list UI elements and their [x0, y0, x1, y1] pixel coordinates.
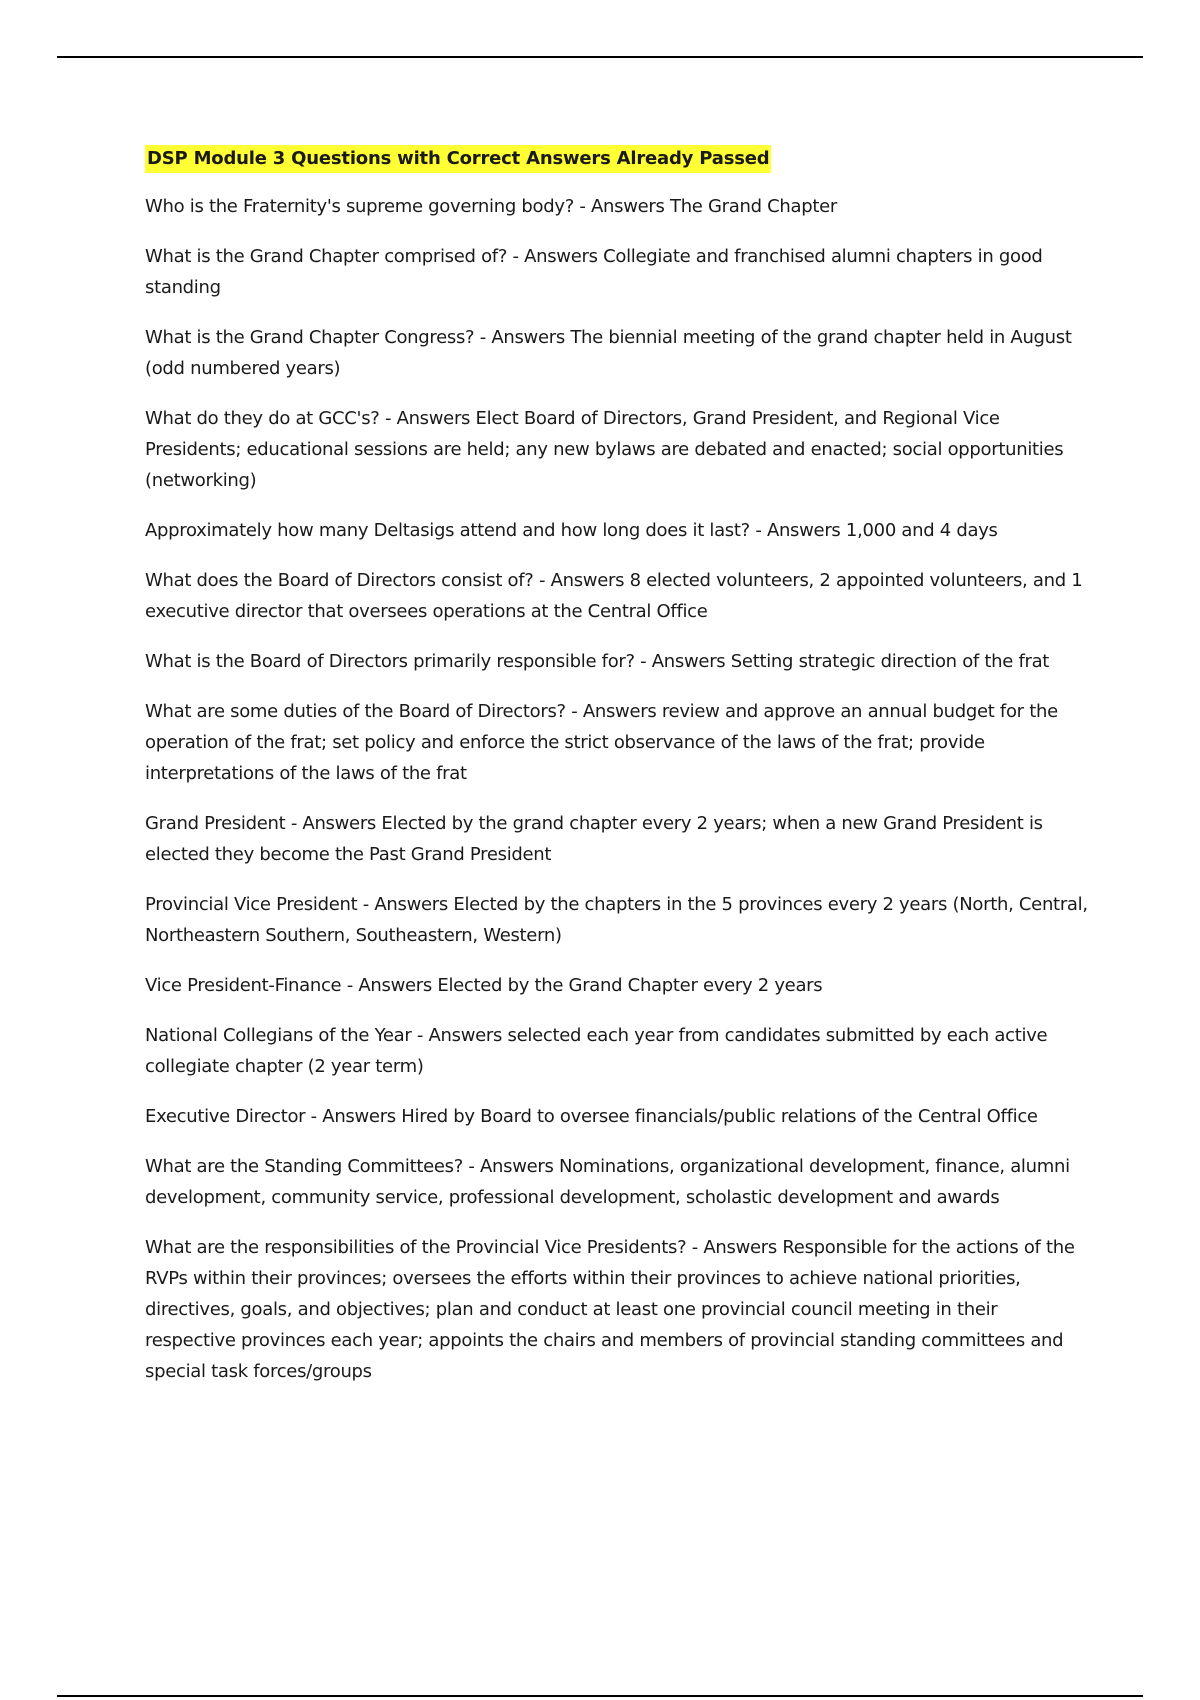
- document-body: [145, 145, 1090, 1406]
- qa-item: Provincial Vice President - Answers Elected by the chapters in the 5 provinces every 2 years (North, Central, Northeastern Southern, Southeastern, Western): [145, 894, 1088, 946]
- qa-item: Who is the Fraternity's supreme governing body? - Answers The Grand Chapter: [145, 196, 837, 217]
- footer-rule: [57, 1695, 1143, 1697]
- document-title: DSP Module 3 Questions with Correct Answers Already Passed: [145, 145, 771, 173]
- qa-item: What are the Standing Committees? - Answers Nominations, organizational development, finance, alumni development, community service, professional development, scholastic development and awards: [145, 1156, 1070, 1208]
- qa-item: What are some duties of the Board of Directors? - Answers review and approve an annual budget for the operation of the frat; set policy and enforce the strict observance of the laws of the frat; provide interpretations of the laws of the frat: [145, 701, 1058, 784]
- qa-item: What are the responsibilities of the Provincial Vice Presidents? - Answers Responsible for the actions of the RVPs within their provinces; oversees the efforts within their provinces to achieve national priorities, directives, goals, and objectives; plan and conduct at least one provincial council meeting in their respective provinces each year; appoints the chairs and members of provincial standing committees and special task forces/groups: [145, 1237, 1075, 1382]
- header-rule: [57, 56, 1143, 58]
- qa-item: Approximately how many Deltasigs attend and how long does it last? - Answers 1,000 and 4 days: [145, 520, 998, 541]
- qa-item: Vice President-Finance - Answers Elected by the Grand Chapter every 2 years: [145, 975, 823, 996]
- qa-item: Grand President - Answers Elected by the grand chapter every 2 years; when a new Grand President is elected they become the Past Grand President: [145, 813, 1043, 865]
- qa-list: [145, 191, 1090, 1387]
- qa-item: What do they do at GCC's? - Answers Elect Board of Directors, Grand President, and Regional Vice Presidents; educational sessions are held; any new bylaws are debated and enacted; social opportunities (networking): [145, 408, 1064, 491]
- qa-item: Executive Director - Answers Hired by Board to oversee financials/public relations of the Central Office: [145, 1106, 1038, 1127]
- qa-item: What is the Grand Chapter Congress? - Answers The biennial meeting of the grand chapter held in August (odd numbered years): [145, 327, 1072, 379]
- qa-item: What does the Board of Directors consist of? - Answers 8 elected volunteers, 2 appointed volunteers, and 1 executive director that oversees operations at the Central Office: [145, 570, 1083, 622]
- qa-item: What is the Grand Chapter comprised of? - Answers Collegiate and franchised alumni chapters in good standing: [145, 246, 1043, 298]
- qa-item: National Collegians of the Year - Answers selected each year from candidates submitted by each active collegiate chapter (2 year term): [145, 1025, 1048, 1077]
- qa-item: What is the Board of Directors primarily responsible for? - Answers Setting strategic direction of the frat: [145, 651, 1050, 672]
